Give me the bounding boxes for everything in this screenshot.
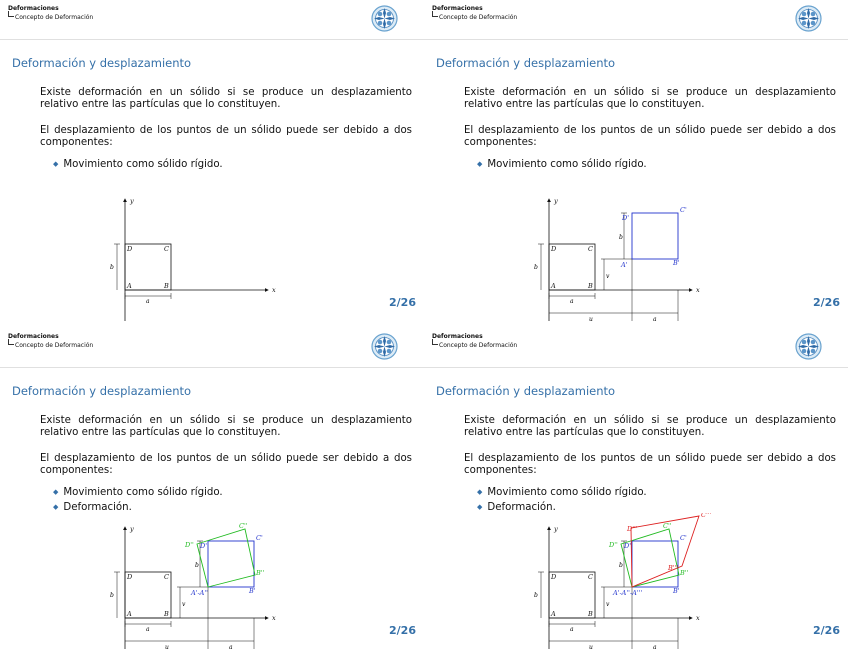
dim-v: v: [182, 601, 186, 608]
dim-b-translated: b: [619, 562, 623, 569]
header-subtitle-text: Concepto de Deformación: [15, 14, 94, 21]
header-subtitle: [8, 341, 93, 349]
label-y_axis: y: [130, 197, 134, 205]
label-x_axis: x: [272, 614, 276, 622]
bullet-item-1: [53, 487, 223, 498]
bullet-icon: ◆: [477, 488, 483, 496]
label-d: D: [127, 573, 133, 581]
label-b: B: [588, 282, 593, 290]
frame-title: Deformación y desplazamiento: [436, 56, 616, 70]
label-a: A: [551, 610, 556, 618]
paragraph-2: El desplazamiento de los puntos de un sólido puede ser debido a dos componentes:: [464, 125, 836, 149]
bullet-icon: ◆: [53, 503, 59, 511]
bullet-text: Movimiento como sólido rígido.: [487, 159, 647, 170]
dim-b: b: [110, 592, 114, 599]
label-d: D: [551, 573, 557, 581]
bullet-item-1: [477, 159, 647, 170]
label-b2: B'': [680, 569, 689, 577]
header-divider: [424, 367, 848, 368]
label-a: A: [127, 610, 132, 618]
university-logo: [371, 5, 398, 32]
rigid-translated-square: [632, 213, 678, 259]
bullet-text: Movimiento como sólido rígido.: [487, 487, 647, 498]
bullet-item-1: [53, 159, 223, 170]
dim-b-translated: b: [195, 562, 199, 569]
slide-1: [0, 0, 424, 327]
dim-u: u: [589, 644, 593, 651]
label-c: C: [164, 573, 169, 581]
deformation-diagram: [529, 185, 719, 325]
bullet-text: Deformación.: [487, 502, 556, 513]
header-title: Deformaciones: [432, 333, 483, 340]
label-b1: B': [673, 587, 680, 595]
paragraph-2: El desplazamiento de los puntos de un sólido puede ser debido a dos componentes:: [40, 453, 412, 477]
header-subtitle-text: Concepto de Deformación: [439, 14, 518, 21]
label-c1: C': [680, 206, 687, 214]
dim-a: a: [570, 626, 574, 633]
paragraph-2: El desplazamiento de los puntos de un sólido puede ser debido a dos componentes:: [40, 125, 412, 149]
frame-title: Deformación y desplazamiento: [12, 56, 192, 70]
label-b1: B': [673, 259, 680, 267]
slide-2: [424, 0, 848, 327]
bullet-item-2: [53, 502, 132, 513]
rigid-translated-square: [208, 541, 254, 587]
bullet-text: Movimiento como sólido rígido.: [63, 487, 223, 498]
label-a: A: [551, 282, 556, 290]
deformation-diagram: [105, 185, 295, 325]
bullet-item-2: [477, 502, 556, 513]
bullet-icon: ◆: [53, 488, 59, 496]
university-logo: [371, 333, 398, 360]
deformation-diagram: [529, 513, 719, 653]
dim-a-translated: a: [653, 644, 657, 651]
bullet-item-1: [477, 487, 647, 498]
frame-title: Deformación y desplazamiento: [436, 384, 616, 398]
label-d2: D'': [609, 541, 618, 549]
label-b2: B'': [256, 569, 265, 577]
dim-b-translated: b: [619, 234, 623, 241]
label-a1a2a3: A'-A''-A''': [613, 589, 643, 597]
label-c: C: [588, 245, 593, 253]
dim-b: b: [110, 264, 114, 271]
deformed-quadrilateral: [197, 529, 255, 587]
label-c2: C'': [239, 522, 248, 530]
header-divider: [424, 39, 848, 40]
dim-a-translated: a: [229, 644, 233, 651]
label-a1: A': [621, 261, 628, 269]
label-x_axis: x: [696, 614, 700, 622]
label-c: C: [164, 245, 169, 253]
paragraph-1: Existe deformación en un sólido si se produce un desplazamiento relativo entre las partículas que lo constituyen.: [464, 87, 836, 111]
dim-a-translated: a: [653, 316, 657, 323]
label-x_axis: x: [696, 286, 700, 294]
label-b: B: [164, 610, 169, 618]
header-divider: [0, 39, 424, 40]
label-x_axis: x: [272, 286, 276, 294]
label-y_axis: y: [554, 197, 558, 205]
bullet-icon: ◆: [477, 160, 483, 168]
label-d1: D': [622, 214, 629, 222]
slide-4: [424, 328, 848, 655]
label-b3: B''': [668, 564, 679, 572]
header-subtitle-text: Concepto de Deformación: [439, 342, 518, 349]
label-y_axis: y: [130, 525, 134, 533]
dim-v: v: [606, 601, 610, 608]
header-subtitle-text: Concepto de Deformación: [15, 342, 94, 349]
label-c1: C': [256, 534, 263, 542]
label-y_axis: y: [554, 525, 558, 533]
paragraph-1: Existe deformación en un sólido si se produce un desplazamiento relativo entre las partículas que lo constituyen.: [464, 415, 836, 439]
label-b1: B': [249, 587, 256, 595]
label-c3: C''': [701, 513, 712, 519]
header-divider: [0, 367, 424, 368]
dim-a: a: [570, 298, 574, 305]
paragraph-1: Existe deformación en un sólido si se produce un desplazamiento relativo entre las partículas que lo constituyen.: [40, 87, 412, 111]
label-d2: D'': [185, 541, 194, 549]
header-title: Deformaciones: [8, 5, 59, 12]
header-subtitle: [8, 13, 93, 21]
deformation-diagram: [105, 513, 295, 653]
label-d3: D''': [627, 525, 638, 533]
frame-title: Deformación y desplazamiento: [12, 384, 192, 398]
page-number[interactable]: 2/26: [389, 624, 416, 637]
dim-v: v: [606, 273, 610, 280]
bullet-text: Deformación.: [63, 502, 132, 513]
paragraph-2: El desplazamiento de los puntos de un sólido puede ser debido a dos componentes:: [464, 453, 836, 477]
university-logo: [795, 333, 822, 360]
page-number[interactable]: 2/26: [389, 296, 416, 309]
label-d1: D': [200, 542, 207, 550]
label-c: C: [588, 573, 593, 581]
label-d: D: [551, 245, 557, 253]
label-d1: D': [624, 542, 631, 550]
bullet-icon: ◆: [53, 160, 59, 168]
deformed-quadrilateral: [621, 529, 679, 587]
label-b: B: [164, 282, 169, 290]
dim-b: b: [534, 592, 538, 599]
header-subtitle: [432, 341, 517, 349]
label-c2: C'': [663, 522, 672, 530]
university-logo: [795, 5, 822, 32]
dim-u: u: [165, 644, 169, 651]
header-title: Deformaciones: [432, 5, 483, 12]
dim-a: a: [146, 626, 150, 633]
header-title: Deformaciones: [8, 333, 59, 340]
label-b: B: [588, 610, 593, 618]
dim-u: u: [589, 316, 593, 323]
header-subtitle: [432, 13, 517, 21]
label-d: D: [127, 245, 133, 253]
bullet-text: Movimiento como sólido rígido.: [63, 159, 223, 170]
label-a1a2: A'-A'': [191, 589, 208, 597]
page-number[interactable]: 2/26: [813, 296, 840, 309]
slide-3: [0, 328, 424, 655]
label-a: A: [127, 282, 132, 290]
bullet-icon: ◆: [477, 503, 483, 511]
dim-b: b: [534, 264, 538, 271]
paragraph-1: Existe deformación en un sólido si se produce un desplazamiento relativo entre las partículas que lo constituyen.: [40, 415, 412, 439]
dim-a: a: [146, 298, 150, 305]
label-c1: C': [680, 534, 687, 542]
page-number[interactable]: 2/26: [813, 624, 840, 637]
